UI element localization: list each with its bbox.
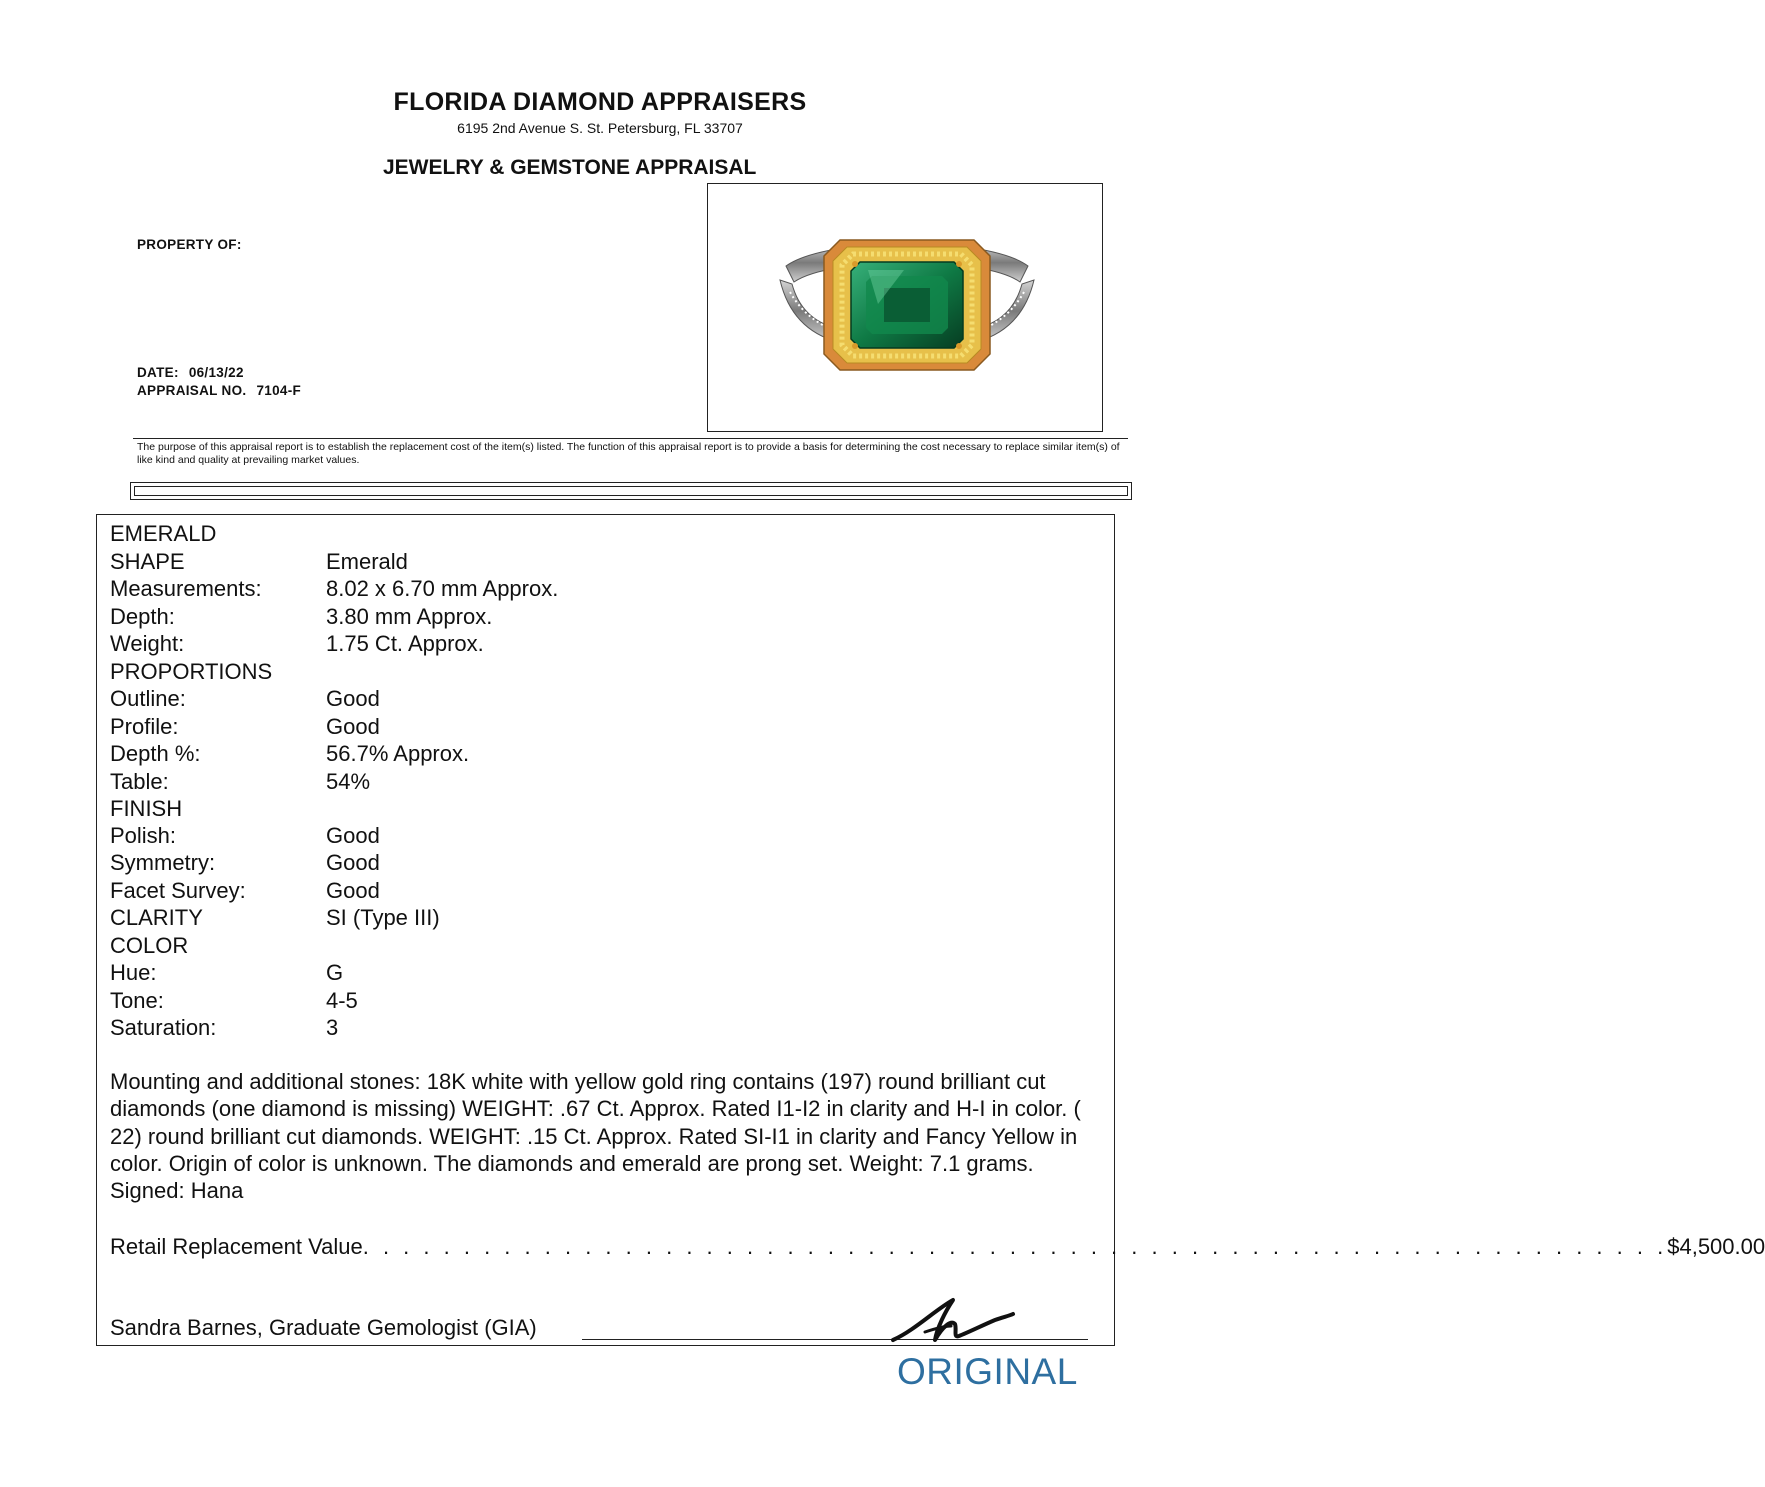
date-value: 06/13/22 (188, 365, 244, 380)
spec-row-profile: Profile: Good (110, 714, 380, 739)
spec-row-tone: Tone: 4-5 (110, 988, 358, 1013)
signature (885, 1290, 1025, 1350)
spec-row-polish: Polish: Good (110, 823, 380, 848)
spec-row-emerald: EMERALD (110, 521, 217, 546)
purpose-statement: The purpose of this appraisal report is to establish the replacement cost of the item(s) listed. The function of this appraisal report is to provide a basis for determining the cost necessary to replace similar item(s) of like kind and quality at prevailing market values. (137, 441, 1120, 466)
spec-row-weight: Weight: 1.75 Ct. Approx. (110, 631, 484, 656)
spec-row-color: COLOR (110, 933, 189, 958)
spec-row-depth: Depth: 3.80 mm Approx. (110, 604, 493, 629)
spec-row-measurements: Measurements: 8.02 x 6.70 mm Approx. (110, 576, 559, 601)
double-rule-bar (130, 482, 1132, 500)
spec-row-facet-survey: Facet Survey: Good (110, 878, 380, 903)
spec-row-clarity: CLARITY SI (Type III) (110, 905, 440, 930)
company-name: FLORIDA DIAMOND APPRAISERS (393, 88, 807, 116)
spec-row-table: Table: 54% (110, 769, 371, 794)
ring-photo-frame (707, 183, 1103, 432)
spec-row-outline: Outline: Good (110, 686, 380, 711)
spec-row-proportions: PROPORTIONS (110, 659, 273, 684)
spec-row-symmetry: Symmetry: Good (110, 850, 380, 875)
spec-row-finish: FINISH (110, 796, 183, 821)
date-row (137, 365, 244, 380)
ring-photo (708, 184, 1102, 431)
date-label: DATE: (137, 365, 179, 380)
spec-row-hue: Hue: G (110, 960, 344, 985)
property-of-label: PROPERTY OF: (137, 237, 242, 252)
spec-row-shape: SHAPE Emerald (110, 549, 408, 574)
original-stamp: ORIGINAL (897, 1351, 1078, 1392)
purpose-top-rule (133, 438, 1128, 439)
appraisal-number-value: 7104-F (256, 383, 302, 398)
double-rule-bar-inner (134, 486, 1128, 496)
appraisal-number-row (137, 383, 301, 398)
mounting-description: Mounting and additional stones: 18K white with yellow gold ring contains (197) round brilliant cut diamonds (one diamond is missing) WEIGHT: .67 Ct. Approx. Rated I1-I2 in clarity and H-I in color. ( 22) round brilliant cut diamonds. WEIGHT: .15 Ct. Approx. Rated SI-I1 in clarity and Fancy Yellow in color. Origin of color is unknown. The diamonds and emerald are prong set. Weight: 7.1 grams. Signed: Hana (110, 1069, 1081, 1204)
retail-value-line (110, 1232, 1765, 1262)
retail-value-label: Retail Replacement Value (110, 1234, 363, 1259)
retail-value-leader-dots: . . . . . . . . . . . . . . . . . . . . . . . . . . . . . . . . . . . . . . . . . . . . . . . . . . . . . . . . . . . . . . . . . (362, 1234, 1668, 1259)
spec-row-saturation: Saturation: 3 (110, 1015, 339, 1040)
spec-row-depth-percent: Depth %: 56.7% Approx. (110, 741, 470, 766)
document-type: JEWELRY & GEMSTONE APPRAISAL (383, 156, 757, 179)
retail-value-amount: $4,500.00 (1667, 1234, 1765, 1259)
company-address: 6195 2nd Avenue S. St. Petersburg, FL 33707 (457, 120, 743, 136)
appraisal-number-label: APPRAISAL NO. (137, 383, 247, 398)
gemologist-name: Sandra Barnes, Graduate Gemologist (GIA) (110, 1315, 537, 1340)
